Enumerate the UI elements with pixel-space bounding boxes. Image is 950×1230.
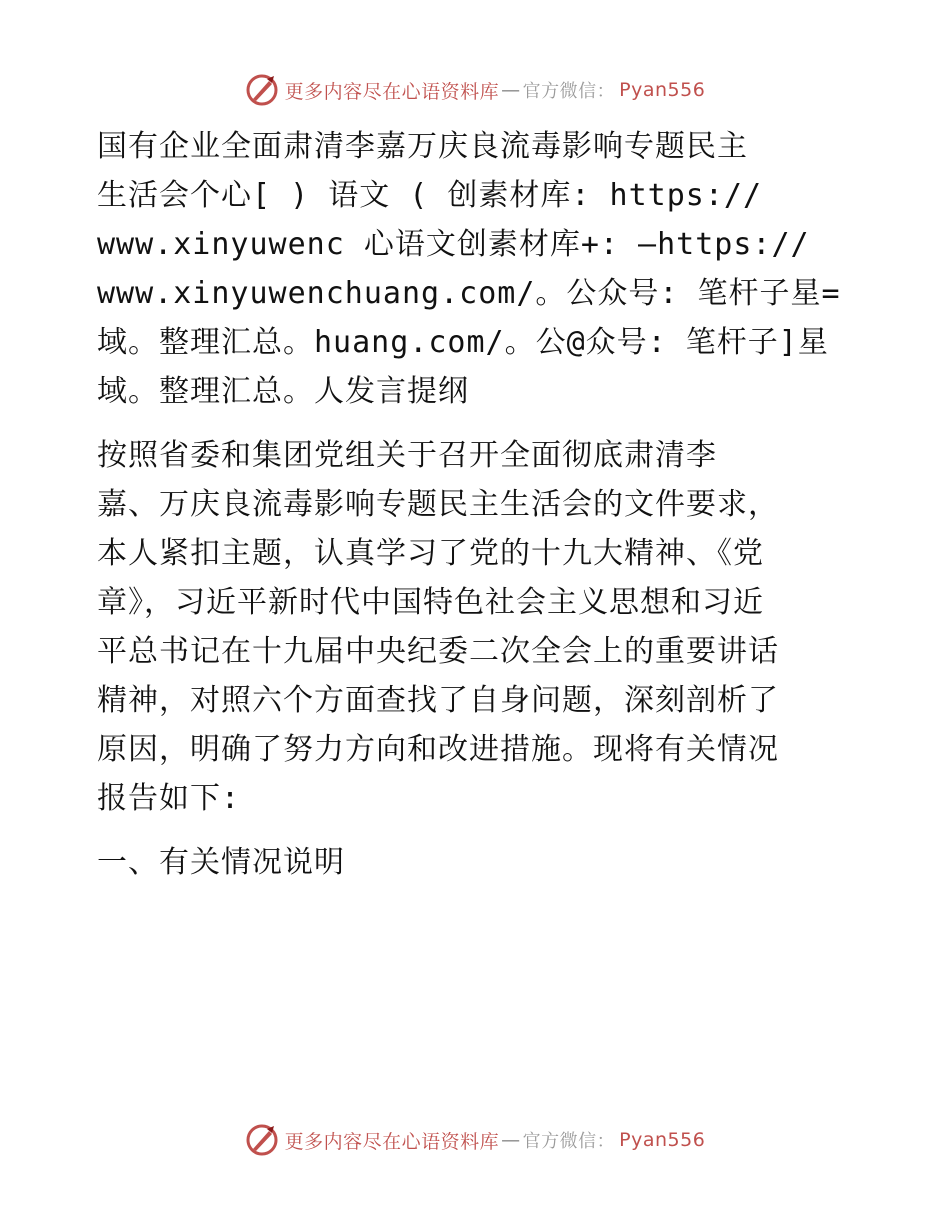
text-line: 本人紧扣主题，认真学习了党的十九大精神、《党	[97, 536, 764, 571]
watermark-wechat-id: Pyan556	[619, 79, 706, 101]
watermark-sub-text: 官方微信：	[522, 1131, 616, 1152]
text-line: www.xinyuwenc 心语文创素材库+: —https://	[97, 227, 810, 262]
watermark-dash: —	[501, 79, 521, 101]
text-line: 报告如下:	[97, 781, 241, 816]
watermark-wechat-id: Pyan556	[619, 1129, 706, 1151]
text-line: 原因，明确了努力方向和改进措施。现将有关情况	[97, 732, 779, 767]
text-line: 平总书记在十九届中央纪委二次全会上的重要讲话	[97, 634, 779, 669]
text-line: 精神，对照六个方面查找了自身问题，深刻剖析了	[97, 683, 779, 718]
document-body	[97, 122, 857, 887]
text-line: 嘉、万庆良流毒影响专题民主生活会的文件要求，	[97, 487, 779, 522]
text-line: www.xinyuwenchuang.com/。公众号: 笔杆子星=	[97, 276, 841, 311]
quill-logo-icon	[245, 1123, 279, 1157]
text-line: 域。整理汇总。人发言提纲	[97, 374, 469, 409]
watermark-main-text: 更多内容尽在心语资料库	[284, 1130, 500, 1153]
quill-logo-icon	[245, 73, 279, 107]
text-line: 域。整理汇总。huang.com/。公@众号: 笔杆子]星	[97, 325, 829, 360]
text-line: 生活会个心[ ) 语文 ( 创素材库: https://	[97, 178, 763, 213]
text-line: 章》，习近平新时代中国特色社会主义思想和习近	[97, 585, 764, 620]
footer-watermark	[0, 1120, 950, 1160]
header-watermark	[0, 70, 950, 110]
paragraph-intro	[97, 431, 857, 823]
watermark-sub-text: 官方微信：	[522, 81, 616, 102]
heading-text: 一、有关情况说明	[97, 845, 345, 880]
text-line: 国有企业全面肃清李嘉万庆良流毒影响专题民主	[97, 129, 748, 164]
text-line: 按照省委和集团党组关于召开全面彻底肃清李	[97, 438, 717, 473]
section-heading	[97, 838, 857, 887]
paragraph-title	[97, 122, 857, 416]
watermark-main-text: 更多内容尽在心语资料库	[284, 80, 500, 103]
watermark-dash: —	[501, 1129, 521, 1151]
